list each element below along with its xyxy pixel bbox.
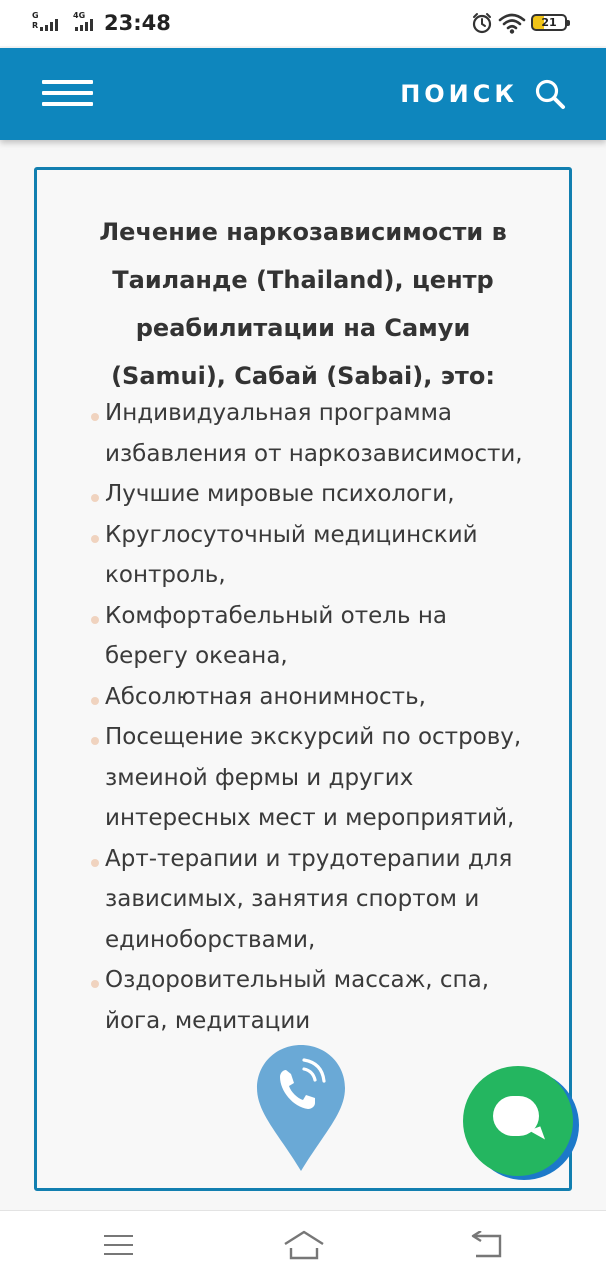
- network-label-4g: 4G: [73, 11, 86, 20]
- list-item: Лучшие мировые психологи,: [89, 474, 529, 515]
- hamburger-menu-icon[interactable]: [42, 78, 94, 108]
- network-label-r: R: [32, 21, 39, 30]
- site-header: [0, 48, 606, 140]
- wifi-icon: [498, 12, 526, 34]
- feature-list: [89, 393, 529, 1041]
- home-icon[interactable]: [282, 1229, 326, 1261]
- clock: 23:48: [104, 11, 171, 35]
- list-item: Арт-терапии и трудотерапии для зависимых, занятия спортом и единоборствами,: [89, 839, 529, 961]
- list-item: Абсолютная анонимность,: [89, 677, 529, 718]
- system-nav-bar: [0, 1210, 606, 1281]
- list-item: Круглосуточный медицинский контроль,: [89, 515, 529, 596]
- info-card: [34, 167, 572, 1191]
- phone-call-icon[interactable]: [256, 1043, 346, 1173]
- list-item: Оздоровительный массаж, спа, йога, медитации: [89, 960, 529, 1041]
- battery-icon: [531, 14, 567, 31]
- chat-bubble-icon: [493, 1096, 539, 1136]
- back-icon[interactable]: [470, 1231, 506, 1261]
- battery-level: 21: [541, 16, 557, 29]
- search-icon: [534, 78, 566, 110]
- status-bar: [0, 0, 606, 46]
- list-item: Индивидуальная программа избавления от наркозависимости,: [89, 393, 529, 474]
- network-label-g: G: [32, 11, 39, 20]
- signal-bars-icon: [40, 18, 58, 31]
- search-button[interactable]: [400, 76, 566, 112]
- menu-icon[interactable]: [104, 1233, 134, 1257]
- list-item: Посещение экскурсий по острову, змеиной фермы и других интересных мест и мероприятий,: [89, 717, 529, 839]
- list-item: Комфортабельный отель на берегу океана,: [89, 596, 529, 677]
- search-label: ПОИСК: [400, 80, 518, 108]
- signal-bars-icon-2: [75, 18, 93, 31]
- chat-button[interactable]: [463, 1066, 573, 1176]
- signal-icon: [32, 10, 98, 34]
- alarm-icon: [471, 12, 493, 34]
- card-title: Лечение наркозависимости в Таиланде (Thailand), центр реабилитации на Самуи (Samui), Сабай (Sabai), это:: [99, 218, 507, 390]
